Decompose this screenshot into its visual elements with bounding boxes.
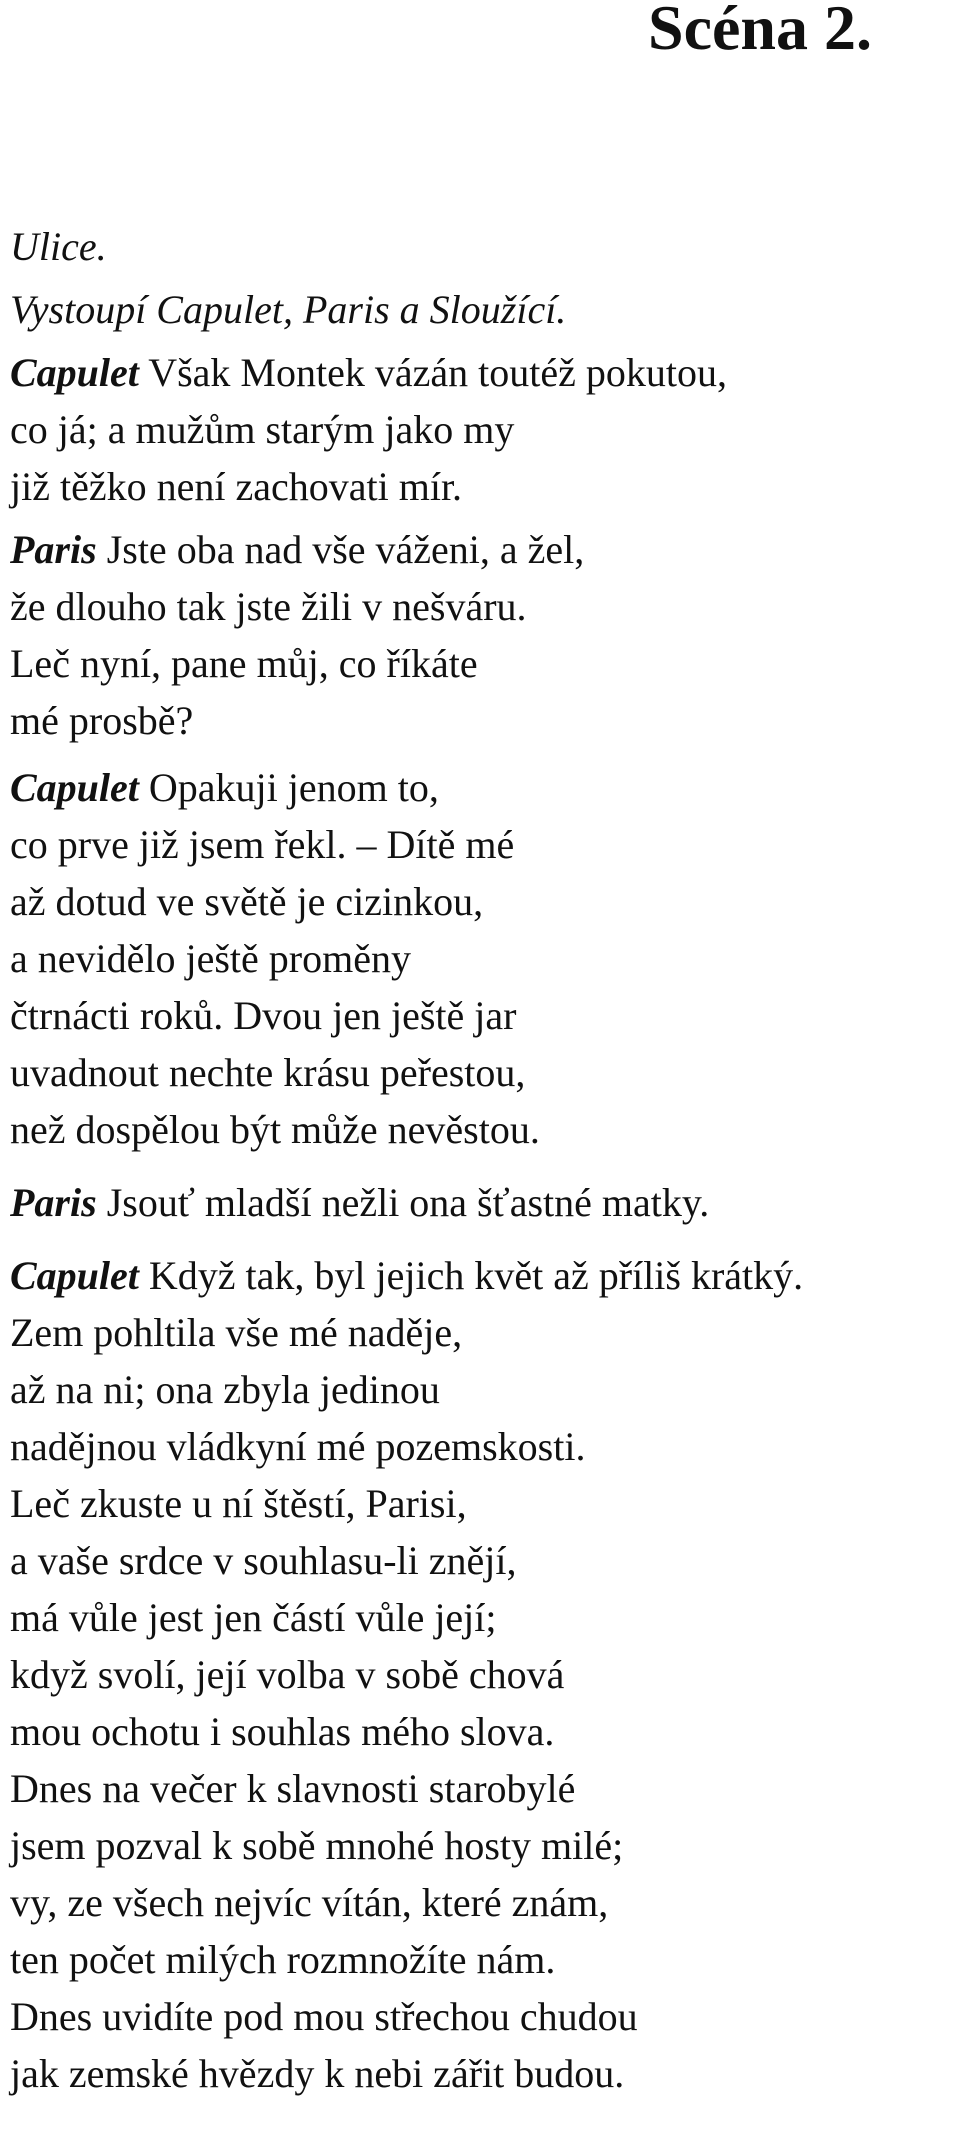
verse-line: mou ochotu i souhlas mého slova.	[10, 1709, 555, 1754]
stage-direction-entry: Vystoupí Capulet, Paris a Sloužící.	[10, 287, 567, 332]
speaker-name: Capulet	[10, 1253, 139, 1298]
verse-line: až na ni; ona zbyla jedinou	[10, 1367, 440, 1412]
verse-line: již těžko není zachovati mír.	[10, 464, 463, 509]
speech-first-line	[10, 344, 950, 401]
verse-line: a nevidělo ještě proměny	[10, 936, 411, 981]
play-text	[10, 218, 950, 2102]
verse-line: nadějnou vládkyní mé pozemskosti.	[10, 1424, 586, 1469]
verse-text: Jsouť mladší nežli ona šťastné matky.	[106, 1180, 710, 1225]
verse-line: čtrnácti roků. Dvou jen ještě jar	[10, 993, 517, 1038]
speaker-name: Capulet	[10, 350, 139, 395]
verse-line: mé prosbě?	[10, 698, 194, 743]
verse-line: Leč nyní, pane můj, co říkáte	[10, 641, 478, 686]
verse-line: a vaše srdce v souhlasu-li znějí,	[10, 1538, 517, 1583]
verse-line: jak zemské hvězdy k nebi zářit budou.	[10, 2051, 625, 2096]
verse-line: Zem pohltila vše mé naděje,	[10, 1310, 463, 1355]
verse-line: jsem pozval k sobě mnohé hosty milé;	[10, 1823, 624, 1868]
verse-line: ten počet milých rozmnožíte nám.	[10, 1937, 556, 1982]
verse-line: Dnes na večer k slavnosti starobylé	[10, 1766, 576, 1811]
verse-line: uvadnout nechte krásu peřestou,	[10, 1050, 526, 1095]
speaker-name: Paris	[10, 1180, 97, 1225]
verse-line: když svolí, její volba v sobě chová	[10, 1652, 565, 1697]
verse-line: Dnes uvidíte pod mou střechou chudou	[10, 1994, 638, 2039]
verse-line: co já; a mužům starým jako my	[10, 407, 515, 452]
verse-line: že dlouho tak jste žili v nešváru.	[10, 584, 527, 629]
verse-line: vy, ze všech nejvíc vítán, které znám,	[10, 1880, 609, 1925]
verse-text: Opakuji jenom to,	[148, 765, 439, 810]
verse-text: Však Montek vázán toutéž pokutou,	[148, 350, 727, 395]
speaker-name: Capulet	[10, 765, 139, 810]
verse-line: než dospělou být může nevěstou.	[10, 1107, 540, 1152]
speech-first-line	[10, 759, 950, 816]
speech-first-line	[10, 1174, 950, 1231]
verse-line: má vůle jest jen částí vůle její;	[10, 1595, 497, 1640]
speaker-name: Paris	[10, 527, 97, 572]
verse-line: Leč zkuste u ní štěstí, Parisi,	[10, 1481, 467, 1526]
verse-line: co prve již jsem řekl. – Dítě mé	[10, 822, 515, 867]
verse-text: Když tak, byl jejich květ až příliš krátký.	[148, 1253, 804, 1298]
verse-text: Jste oba nad vše váženi, a žel,	[106, 527, 585, 572]
speech-first-line	[10, 1247, 950, 1304]
verse-line: až dotud ve světě je cizinkou,	[10, 879, 484, 924]
stage-direction-place: Ulice.	[10, 224, 107, 269]
scene-title: Scéna 2.	[648, 0, 872, 63]
speech-first-line	[10, 521, 950, 578]
